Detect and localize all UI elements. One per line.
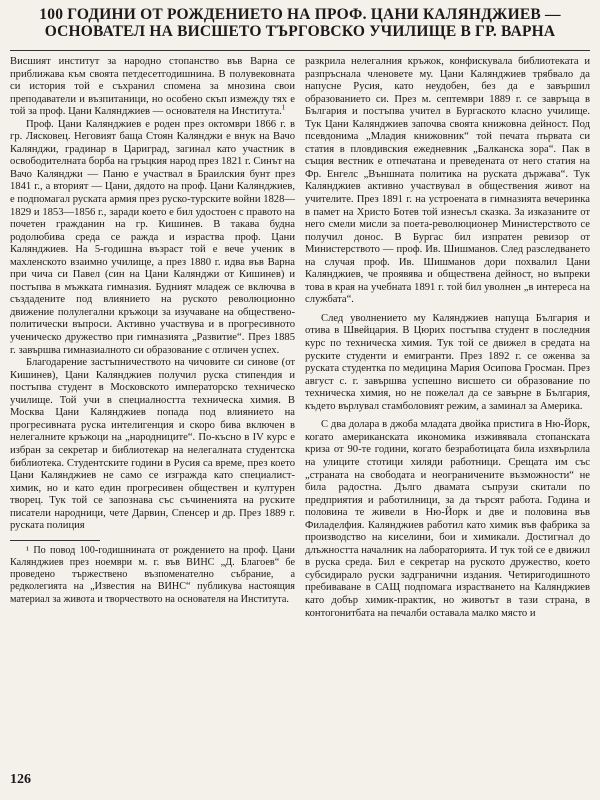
right-column xyxy=(305,56,590,796)
paragraph xyxy=(10,56,295,119)
paragraph: С два долара в джоба младата двойка пристига в Ню-Йорк, когато американската икономика изживявала стопанската криза от 90-те години, когато безработицата била изхвърлила на улиците стотици хиляди работници. Срещата им със „страната на свободата и неограничените възможности“ не била радостна. Дълго двамата съпрузи скитали по предприятия и работилници, за да търсят работа. Година и половина те живели в Ню-Йорк и две и половина във Филаделфия. Калянджиев работил като химик във фабрика за производство на киселини, бои и химикали. Достигнал до длъжността началник на лабораторията. И тук той се е движил в руска среда. Бил е секретар на руското дружество, което субсидирало руски задгранични издания. Четиригодишното пребиваване в САЩ подпомага израстването на Калянджиев като добър химик-практик, но животът в тази страна, в контогонитбата на печалби оставала малко място и xyxy=(305,419,590,619)
page-number: 126 xyxy=(10,772,31,787)
article-title: 100 ГОДИНИ ОТ РОЖДЕНИЕТО НА ПРОФ. ЦАНИ КАЛЯНДЖИЕВ — ОСНОВАТЕЛ НА ВИСШЕТО ТЪРГОВСКО УЧИЛИЩЕ В ГР. ВАРНА xyxy=(39,6,561,40)
title-divider xyxy=(10,50,590,51)
left-column xyxy=(10,56,295,768)
footnote-divider xyxy=(10,540,100,541)
paragraph-text: Висшият институт за народно стопанство във Варна се приближава към своята петдесетгодишнина. В полувековната си история той е съхранил спомена за мнозина свои преподаватели и възпитаници, но особено скъп измежду тях е той за проф. Цани Калянджиев — основателя на Института. xyxy=(10,56,295,118)
paragraph: Благодарение застъпничеството на чичовите си синове (от Кишинев), Цани Калянджиев получил руска стипендия и постъпва студент в Московското императорско техническо училище. Той учи в специалността техническа химия. В Москва Цани Калянджиев попада под влиянието на прогресивната руска интелигенция и скоро бива включен в нелегалните кръжоци на „народниците“. По-късно в IV курс е избран за секретар и библиотекар на нелегалната студентска библиотека. Студентските години в Русия са време, през което Цани Калянджиев не само се изгражда като специалист-химик, но и като един прогресивен обществен и културен творец. Тук той се запознава със съчиненията на руските писатели народници, чете Дарвин, Спенсер и др. През 1889 г. руската полиция xyxy=(10,357,295,532)
paragraph: разкрила нелегалния кръжок, конфискувала библиотеката и разпръснала членовете му. Цани Калянджиев трябвало да напусне Русия, като неудобен, без да е завършил образованието си. През м. септември 1889 г. се завръща в България и постъпва учител в Бургаското класно училище. Тук Цани Калянджиев започва своята книжовна дейност. Под псевдонима „Младия книжовник“ той печата първата си статия в пловдивския ежедневник „Балканска зора“. Пак в същия вестник е отпечатана и преведената от него статия на Фр. Енгелс „Външната политика на руската държава“. Тук Калянджиев активно участвувал в обществения живот на учителите. През 1891 г. на устроената в гимназията вечеринка в памет на Христо Ботев той изнесъл сказка. За изказаните от него смели мисли за поета-революционер Министерството се получил донос. В Бургас бил изпратен ревизор от Министерството — проф. Ив. Шишманов. След разследването на случая проф. Ив. Шишманов дори похвалил Цани Калянджиев, че проявява и обществена дейност, но въпреки това в края на учебната 1891 г. той бил уволнен „в интереса на службата“. xyxy=(305,56,590,306)
paragraph: Проф. Цани Калянджиев е роден през октомври 1866 г. в гр. Лясковец. Неговият баща Стоян Калянджи е внук на Вачо Калянджи, градинар в Цариград, загинал като участник в освободителната борба на гръцкия народ през 1821 г. Синът на Вачо Калянджи — Паню е участвал в Браилския бунт през 1841 г., а вторият — Цани, дядото на проф. Цани Калянджиев, е подпомагал руската армия през руско-турските войни 1828—1829 и 1853—1856 г., заради което е бил удостоен с правото на почетен гражданин на гр. Кишинев. В такава будна родолюбива среда се ражда и израства проф. Цани Калянджиев. На 5-годишна възраст той е вече ученик в махленското взаимно училище, а през 1880 г. идва във Варна при чича си Павел (син на Цани Калянджи от Кишинев) и постъпва в мъжката гимназия. Будният младеж се включва в създадените под влиянието на руското революционно движение полулегални кръжоци за изучаване на обществено-политически въпроси. Активно участвува и в прогресивното ученическо дружество при гимназията „Развитие“. През 1885 г. завършва гимназиалното си образование с отличен успех. xyxy=(10,118,295,356)
footnote: ¹ По повод 100-годишнината от рождението на проф. Цани Калянджиев през ноември м. г. във ВИНС „Д. Благоев“ бе проведено тържествено възпоменателно събрание, а редколегията на „Известия на ВИНС“ публикува настоящия материал за живота и творчеството на основателя на Института. xyxy=(10,544,295,605)
footnote-marker: 1 xyxy=(281,103,286,112)
paragraph: След уволнението му Калянджиев напуща България и отива в Швейцария. В Цюрих постъпва студент в последния курс по техническа химия. Тук той се движел в средата на руските студенти и емигранти. През 1892 г. се оженва за руската студентка по медицина Мария Осипова Гросман. През август с. г. завършва успешно висшето си образование по техническа химия, но не пожелал да се завърне в България, където върлувал стамболовият режим, а заминал за Америка. xyxy=(305,312,590,412)
